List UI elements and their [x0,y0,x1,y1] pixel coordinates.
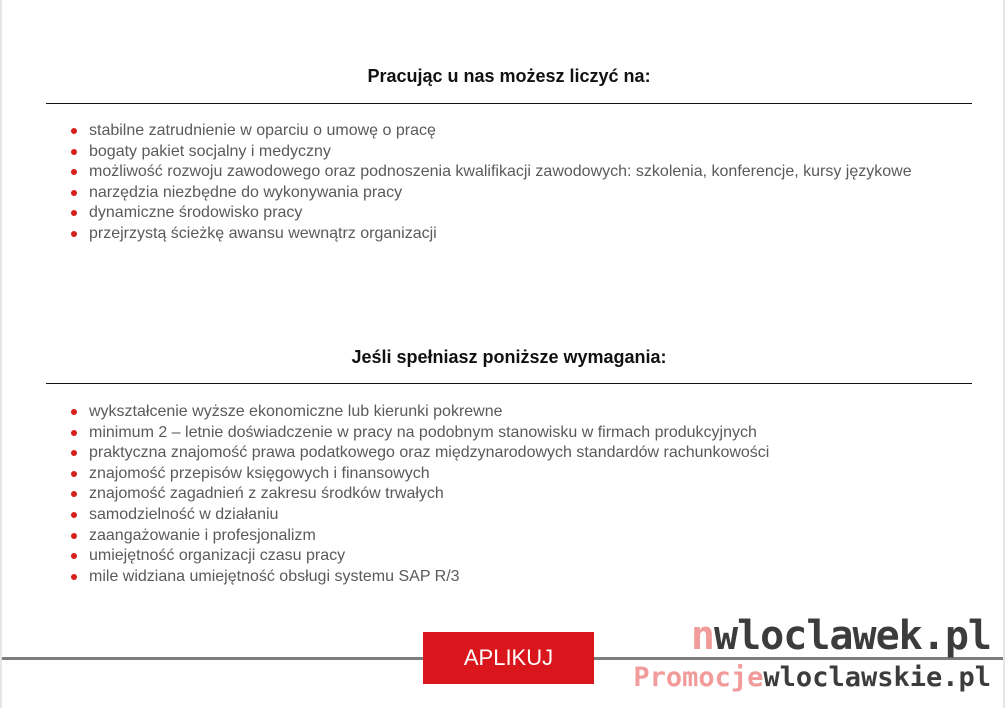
list-item [68,526,948,547]
list-item [68,484,948,505]
watermark-promo-logo [633,662,991,693]
list-item [68,402,948,423]
requirement-item-text: praktyczna znajomość prawa podatkowego oraz międzynarodowych standardów rachunkowości [89,444,770,462]
list-item [68,183,948,204]
requirement-item-text: mile widziana umiejętność obsługi systemu SAP R/3 [89,567,460,585]
bullet-icon [71,149,77,155]
benefits-list [68,121,948,245]
requirement-item-text: znajomość przepisów księgowych i finansowych [89,464,430,482]
bullet-icon [71,574,77,580]
list-item [68,546,948,567]
list-item [68,423,948,444]
watermark-text: wloclawek.pl [714,613,991,659]
bullet-icon [71,190,77,196]
page-frame-left [0,0,2,708]
benefit-item-text: bogaty pakiet socjalny i medyczny [89,142,331,160]
requirements-list [68,402,948,587]
list-item [68,505,948,526]
watermark-promo-text: wloclawskie.pl [763,662,991,693]
requirement-item-text: umiejętność organizacji czasu pracy [89,547,346,565]
list-item [68,121,948,142]
benefits-divider [46,103,972,104]
bullet-icon [71,231,77,237]
requirement-item-text: znajomość zagadnień z zakresu środków trwałych [89,485,444,503]
watermark-prefix: n [690,613,715,659]
bullet-icon [71,128,77,134]
bullet-icon [71,491,77,497]
bullet-icon [71,471,77,477]
list-item [68,203,948,224]
requirements-heading: Jeśli spełniasz poniższe wymagania: [351,347,667,367]
requirements-divider [46,383,972,384]
bullet-icon [71,210,77,216]
bullet-icon [71,169,77,175]
benefit-item-text: dynamiczne środowisko pracy [89,204,303,222]
bullet-icon [71,533,77,539]
list-item [68,142,948,163]
bullet-icon [71,409,77,415]
benefit-item-text: stabilne zatrudnienie w oparciu o umowę o pracę [89,122,436,139]
list-item [68,567,948,588]
watermark-promo-prefix: Promocje [633,662,764,693]
requirement-item-text: minimum 2 – letnie doświadczenie w pracy na podobnym stanowisku w firmach produkcyjnych [89,423,757,441]
apply-button[interactable]: APLIKUJ [423,632,594,684]
benefits-heading: Pracując u nas możesz liczyć na: [367,66,651,86]
list-item [68,443,948,464]
requirement-item-text: wykształcenie wyższe ekonomiczne lub kierunki pokrewne [89,403,503,420]
list-item [68,162,948,183]
bullet-icon [71,450,77,456]
list-item [68,224,948,245]
benefit-item-text: możliwość rozwoju zawodowego oraz podnoszenia kwalifikacji zawodowych: szkolenia, konferencje, kursy językowe [89,163,912,181]
watermark-site-logo [691,613,991,659]
benefit-item-text: narzędzia niezbędne do wykonywania pracy [89,183,403,201]
bullet-icon [71,553,77,559]
list-item [68,464,948,485]
benefit-item-text: przejrzystą ścieżkę awansu wewnątrz organizacji [89,224,437,242]
requirement-item-text: samodzielność w działaniu [89,505,279,523]
requirement-item-text: zaangażowanie i profesjonalizm [89,526,316,544]
bullet-icon [71,512,77,518]
bullet-icon [71,430,77,436]
